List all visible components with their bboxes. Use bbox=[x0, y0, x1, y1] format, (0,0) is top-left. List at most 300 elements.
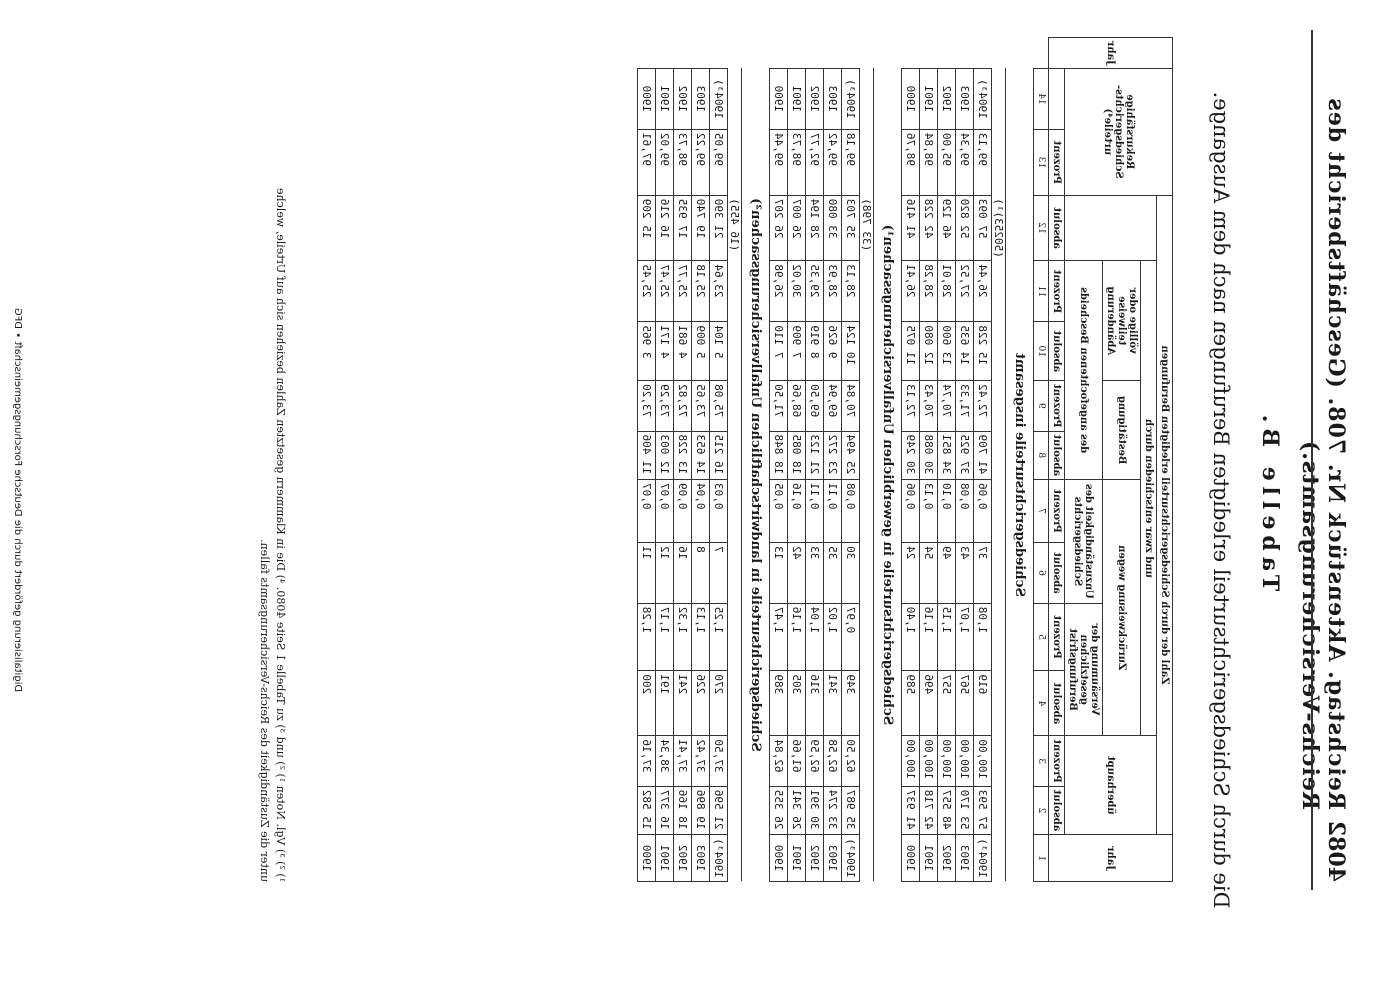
note-spacer bbox=[728, 671, 742, 736]
col-absolut: absolut bbox=[1049, 431, 1065, 479]
table-row bbox=[674, 38, 692, 882]
value-cell: 54 bbox=[920, 543, 938, 604]
value-cell: 70,43 bbox=[920, 381, 938, 431]
value-cell: 69,94 bbox=[824, 381, 842, 431]
year-cell: 1900 bbox=[770, 835, 788, 882]
note-spacer bbox=[992, 261, 1006, 322]
value-cell: 30 088 bbox=[920, 431, 938, 479]
value-cell: 226 bbox=[692, 671, 710, 736]
value-cell: 305 bbox=[788, 671, 806, 736]
value-cell: 26 341 bbox=[788, 786, 806, 834]
value-cell: 99,42 bbox=[824, 129, 842, 195]
table-row bbox=[788, 38, 806, 882]
value-cell: 69,50 bbox=[806, 381, 824, 431]
section-title: Schiedsgerichtsurteile in landwirtschaftlichen Unfallversicherungssachen²) bbox=[742, 68, 770, 881]
value-cell: 99,02 bbox=[656, 129, 674, 195]
table-row bbox=[920, 38, 938, 882]
year-cell: 1902 bbox=[674, 835, 692, 882]
year-cell: 1902 bbox=[938, 68, 956, 129]
col-prozent: Prozent bbox=[1049, 603, 1065, 671]
value-cell: 4 681 bbox=[674, 322, 692, 381]
col-absolut: absolut bbox=[1049, 195, 1065, 261]
value-cell: 30 391 bbox=[806, 786, 824, 834]
value-cell: 28 194 bbox=[806, 195, 824, 261]
table-row bbox=[974, 38, 992, 882]
value-cell: 26,98 bbox=[770, 261, 788, 322]
column-number: 13 bbox=[1034, 129, 1049, 195]
value-cell: 557 bbox=[938, 671, 956, 736]
value-cell: 0,16 bbox=[788, 480, 806, 543]
value-cell: 21 596 bbox=[710, 786, 728, 834]
year-cell: 1904³) bbox=[842, 68, 860, 129]
value-cell: 16 216 bbox=[656, 195, 674, 261]
value-cell: 73,29 bbox=[656, 381, 674, 431]
value-cell: 99,22 bbox=[692, 129, 710, 195]
year-cell: 1904³) bbox=[974, 68, 992, 129]
value-cell: 62,84 bbox=[770, 736, 788, 786]
value-cell: 13 228 bbox=[674, 431, 692, 479]
value-cell: 28,13 bbox=[842, 261, 860, 322]
column-number: 3 bbox=[1034, 736, 1049, 786]
value-cell: 26 355 bbox=[770, 786, 788, 834]
value-cell: 0,07 bbox=[656, 480, 674, 543]
value-cell: 26,44 bbox=[974, 261, 992, 322]
table-row bbox=[842, 38, 860, 882]
col-unzustaendigkeit: Unzuständigkeit des Schiedsgerichts bbox=[1065, 480, 1103, 604]
year-cell: 1901 bbox=[920, 68, 938, 129]
table-row bbox=[638, 38, 656, 882]
note-spacer bbox=[728, 835, 742, 882]
value-cell: 8 919 bbox=[806, 322, 824, 381]
note-spacer bbox=[860, 480, 874, 543]
value-cell: 19 740 bbox=[692, 195, 710, 261]
table-title: Tabelle B. bbox=[1257, 408, 1283, 592]
col-versaeumung: Versäumung der gesetzlichen Berufungsfrist bbox=[1065, 603, 1103, 736]
note-spacer bbox=[728, 381, 742, 431]
value-cell: 1,02 bbox=[824, 603, 842, 671]
value-cell: 26 207 bbox=[770, 195, 788, 261]
bracketed-note: (33 798) bbox=[860, 198, 873, 252]
value-cell: 0,08 bbox=[956, 480, 974, 543]
year-cell: 1903 bbox=[956, 835, 974, 882]
value-cell: 37,16 bbox=[638, 736, 656, 786]
section-note-row bbox=[728, 38, 742, 882]
year-cell: 1901 bbox=[656, 835, 674, 882]
col-absolut: absolut bbox=[1049, 322, 1065, 381]
col-prozent: Prozent bbox=[1049, 480, 1065, 543]
value-cell: 18 848 bbox=[770, 431, 788, 479]
table-row bbox=[956, 38, 974, 882]
value-cell: 18 085 bbox=[788, 431, 806, 479]
value-cell: 43 bbox=[956, 543, 974, 604]
value-cell: 21 390 bbox=[710, 195, 728, 261]
value-cell: 99,13 bbox=[974, 129, 992, 195]
value-cell: 42 bbox=[788, 543, 806, 604]
value-cell: 100,00 bbox=[956, 736, 974, 786]
note-spacer bbox=[992, 835, 1006, 882]
value-cell: 28,01 bbox=[938, 261, 956, 322]
value-cell: 0,06 bbox=[974, 480, 992, 543]
note-spacer bbox=[728, 480, 742, 543]
value-cell: 52 820 bbox=[956, 195, 974, 261]
table-row bbox=[692, 38, 710, 882]
note-spacer bbox=[992, 431, 1006, 479]
value-cell: 71,50 bbox=[770, 381, 788, 431]
value-cell: 0,07 bbox=[638, 480, 656, 543]
value-cell: 35 703 bbox=[842, 195, 860, 261]
value-cell: 496 bbox=[920, 671, 938, 736]
col-prozent: Prozent bbox=[1049, 381, 1065, 431]
col-absolut: absolut bbox=[1049, 671, 1065, 736]
running-header bbox=[1297, 0, 1361, 1000]
value-cell: 5 009 bbox=[692, 322, 710, 381]
note-spacer bbox=[992, 543, 1006, 604]
column-number: 8 bbox=[1034, 431, 1049, 479]
value-cell: 0,06 bbox=[902, 480, 920, 543]
value-cell: 14 653 bbox=[692, 431, 710, 479]
value-cell: 1,07 bbox=[956, 603, 974, 671]
value-cell: 5 104 bbox=[710, 322, 728, 381]
note-spacer bbox=[728, 261, 742, 322]
note-spacer bbox=[992, 603, 1006, 671]
value-cell: 73,65 bbox=[692, 381, 710, 431]
value-cell: 0,10 bbox=[938, 480, 956, 543]
year-cell: 1901 bbox=[788, 835, 806, 882]
value-cell: 7 110 bbox=[770, 322, 788, 381]
note-spacer bbox=[860, 543, 874, 604]
value-cell: 7 909 bbox=[788, 322, 806, 381]
col-jahr-right: Jahr bbox=[1049, 38, 1173, 69]
value-cell: 0,03 bbox=[710, 480, 728, 543]
value-cell: 95,00 bbox=[938, 129, 956, 195]
column-number: 2 bbox=[1034, 786, 1049, 834]
year-cell: 1900 bbox=[770, 68, 788, 129]
table-row bbox=[770, 38, 788, 882]
table-body bbox=[638, 38, 1034, 882]
value-cell: 62,50 bbox=[842, 736, 860, 786]
value-cell: 99,05 bbox=[710, 129, 728, 195]
note-spacer bbox=[860, 381, 874, 431]
note-spacer bbox=[728, 322, 742, 381]
value-cell: 72,82 bbox=[674, 381, 692, 431]
col-group-main: Zahl der durch Schiedsgerichtsurteil erledigten Berufungen bbox=[1157, 195, 1173, 835]
year-cell: 1903 bbox=[956, 68, 974, 129]
col-ueberhaupt: überhaupt bbox=[1065, 736, 1157, 835]
value-cell: 11 bbox=[638, 543, 656, 604]
note-spacer bbox=[860, 786, 874, 834]
value-cell: 28,28 bbox=[920, 261, 938, 322]
value-cell: 29,35 bbox=[806, 261, 824, 322]
value-cell: 72,13 bbox=[902, 381, 920, 431]
col-prozent: Prozent bbox=[1049, 261, 1065, 322]
value-cell: 16 377 bbox=[656, 786, 674, 834]
value-cell: 25,77 bbox=[674, 261, 692, 322]
value-cell: 100,00 bbox=[902, 736, 920, 786]
year-cell: 1902 bbox=[806, 835, 824, 882]
value-cell: 41 937 bbox=[902, 786, 920, 834]
value-cell: 0,09 bbox=[674, 480, 692, 543]
section-note-row bbox=[860, 38, 874, 882]
value-cell: 1,40 bbox=[902, 603, 920, 671]
value-cell: 48 557 bbox=[938, 786, 956, 834]
value-cell: 349 bbox=[842, 671, 860, 736]
value-cell: 73,20 bbox=[638, 381, 656, 431]
value-cell: 70,74 bbox=[938, 381, 956, 431]
value-cell: 99,34 bbox=[956, 129, 974, 195]
col-bestaetigung: Bestätigung bbox=[1103, 381, 1141, 480]
value-cell: 38,34 bbox=[656, 736, 674, 786]
note-spacer bbox=[860, 322, 874, 381]
col-absolut: absolut bbox=[1049, 786, 1065, 834]
year-cell: 1902 bbox=[806, 68, 824, 129]
value-cell: 37,50 bbox=[710, 736, 728, 786]
note-spacer bbox=[728, 786, 742, 834]
year-cell: 1903 bbox=[692, 835, 710, 882]
value-cell: 72,42 bbox=[974, 381, 992, 431]
year-cell: 1904³) bbox=[710, 835, 728, 882]
value-cell: 0,11 bbox=[806, 480, 824, 543]
note-spacer bbox=[860, 129, 874, 195]
column-number: 9 bbox=[1034, 381, 1049, 431]
column-number: 5 bbox=[1034, 603, 1049, 671]
value-cell: 33 274 bbox=[824, 786, 842, 834]
value-cell: 191 bbox=[656, 671, 674, 736]
value-cell: 75,08 bbox=[710, 381, 728, 431]
column-number: 4 bbox=[1034, 671, 1049, 736]
note-spacer bbox=[860, 603, 874, 671]
value-cell: 12 bbox=[656, 543, 674, 604]
table-row bbox=[824, 38, 842, 882]
year-cell: 1900 bbox=[638, 835, 656, 882]
column-number: 6 bbox=[1034, 543, 1049, 604]
value-cell: 0,97 bbox=[842, 603, 860, 671]
note-spacer bbox=[860, 671, 874, 736]
year-cell: 1903 bbox=[824, 835, 842, 882]
col-prozent: Prozent bbox=[1049, 736, 1065, 786]
col-jahr: Jahr bbox=[1049, 835, 1173, 882]
year-cell: 1900 bbox=[902, 835, 920, 882]
value-cell: 26,41 bbox=[902, 261, 920, 322]
value-cell: 13 600 bbox=[938, 322, 956, 381]
year-cell: 1901 bbox=[656, 68, 674, 129]
note-spacer bbox=[992, 671, 1006, 736]
note-spacer bbox=[728, 543, 742, 604]
value-cell: 1,16 bbox=[788, 603, 806, 671]
value-cell: 99,18 bbox=[842, 129, 860, 195]
value-cell: 98,84 bbox=[920, 129, 938, 195]
column-number: 11 bbox=[1034, 261, 1049, 322]
col-absolut: absolut bbox=[1049, 543, 1065, 604]
col-abaenderung: völlige oder teilweise Abänderung bbox=[1103, 261, 1141, 381]
section-heading-row bbox=[1006, 38, 1034, 882]
value-cell: 10 124 bbox=[842, 322, 860, 381]
section-heading-row bbox=[742, 38, 770, 882]
note-spacer bbox=[728, 68, 742, 129]
year-cell: 1904³) bbox=[710, 68, 728, 129]
value-cell: 30 bbox=[842, 543, 860, 604]
column-number: 14 bbox=[1034, 68, 1049, 129]
value-cell: 35 987 bbox=[842, 786, 860, 834]
year-cell: 1900 bbox=[902, 68, 920, 129]
value-cell: 12 003 bbox=[656, 431, 674, 479]
value-cell: 1,15 bbox=[938, 603, 956, 671]
value-cell: 61,66 bbox=[788, 736, 806, 786]
value-cell: 25,47 bbox=[656, 261, 674, 322]
note-spacer bbox=[992, 68, 1006, 129]
note-spacer bbox=[728, 736, 742, 786]
value-cell: 25,18 bbox=[692, 261, 710, 322]
value-cell: 42 718 bbox=[920, 786, 938, 834]
value-cell: 241 bbox=[674, 671, 692, 736]
col-und-zwar: und zwar entschieden durch bbox=[1141, 261, 1157, 736]
value-cell: 1,25 bbox=[710, 603, 728, 671]
value-cell: 97,61 bbox=[638, 129, 656, 195]
value-cell: 34 851 bbox=[938, 431, 956, 479]
section-note-row bbox=[992, 38, 1006, 882]
year-cell: 1900 bbox=[638, 68, 656, 129]
value-cell: 200 bbox=[638, 671, 656, 736]
value-cell: 46 129 bbox=[938, 195, 956, 261]
header-rule bbox=[1311, 30, 1313, 890]
value-cell: 15 209 bbox=[638, 195, 656, 261]
note-spacer bbox=[860, 68, 874, 129]
column-number: 10 bbox=[1034, 322, 1049, 381]
value-cell: 19 896 bbox=[692, 786, 710, 834]
year-cell: 1901 bbox=[788, 68, 806, 129]
value-cell: 37 bbox=[974, 543, 992, 604]
value-cell: 0,11 bbox=[824, 480, 842, 543]
value-cell: 1,47 bbox=[770, 603, 788, 671]
value-cell: 18 166 bbox=[674, 786, 692, 834]
table-row bbox=[938, 38, 956, 882]
note-spacer bbox=[728, 603, 742, 671]
value-cell: 23 272 bbox=[824, 431, 842, 479]
note-spacer bbox=[860, 431, 874, 479]
bracketed-note: (50253)¹) bbox=[992, 198, 1005, 258]
year-cell: 1903 bbox=[824, 68, 842, 129]
value-cell: 25,45 bbox=[638, 261, 656, 322]
value-cell: 15 582 bbox=[638, 786, 656, 834]
note-spacer bbox=[860, 261, 874, 322]
value-cell: 9 626 bbox=[824, 322, 842, 381]
footnote-line-2: unter die Zuständigkeit des Reichs-Versicherungsamts fallen. bbox=[258, 539, 271, 882]
value-cell: 49 bbox=[938, 543, 956, 604]
year-cell: 1903 bbox=[692, 68, 710, 129]
col-des-bescheids: des angefochtenen Bescheids bbox=[1065, 261, 1103, 480]
note-spacer bbox=[992, 381, 1006, 431]
value-cell: 16 215 bbox=[710, 431, 728, 479]
value-cell: 37,42 bbox=[692, 736, 710, 786]
value-cell: 0,13 bbox=[920, 480, 938, 543]
value-cell: 1,13 bbox=[692, 603, 710, 671]
value-cell: 62,59 bbox=[806, 736, 824, 786]
year-cell: 1902 bbox=[674, 68, 692, 129]
value-cell: 21 123 bbox=[806, 431, 824, 479]
year-cell: 1902 bbox=[938, 835, 956, 882]
note-spacer bbox=[860, 736, 874, 786]
note-spacer bbox=[728, 129, 742, 195]
value-cell: 1,16 bbox=[920, 603, 938, 671]
value-cell: 0,08 bbox=[842, 480, 860, 543]
note-spacer bbox=[992, 736, 1006, 786]
note-spacer bbox=[992, 322, 1006, 381]
value-cell: 98,73 bbox=[674, 129, 692, 195]
value-cell: 70,84 bbox=[842, 381, 860, 431]
table-row bbox=[656, 38, 674, 882]
statistics-table bbox=[637, 37, 1173, 882]
value-cell: 41 416 bbox=[902, 195, 920, 261]
value-cell: 1,28 bbox=[638, 603, 656, 671]
note-spacer bbox=[992, 480, 1006, 543]
value-cell: 1,08 bbox=[974, 603, 992, 671]
value-cell: 14 635 bbox=[956, 322, 974, 381]
value-cell: 98,76 bbox=[902, 129, 920, 195]
value-cell: 1,32 bbox=[674, 603, 692, 671]
value-cell: 16 bbox=[674, 543, 692, 604]
value-cell: 25 494 bbox=[842, 431, 860, 479]
section-heading-row bbox=[874, 38, 902, 882]
value-cell: 4 171 bbox=[656, 322, 674, 381]
header-text: Reichstag. Aktenstück Nr. 708. (Geschäftsbericht des Reichs-Versicherungsamts.) bbox=[1297, 97, 1349, 810]
value-cell: 13 bbox=[770, 543, 788, 604]
column-number: 12 bbox=[1034, 195, 1049, 261]
value-cell: 100,00 bbox=[974, 736, 992, 786]
note-spacer bbox=[992, 129, 1006, 195]
value-cell: 619 bbox=[974, 671, 992, 736]
value-cell: 15 228 bbox=[974, 322, 992, 381]
value-cell: 0,05 bbox=[770, 480, 788, 543]
value-cell: 30,02 bbox=[788, 261, 806, 322]
col-zurueckweisung: Zurückweisung wegen bbox=[1103, 480, 1141, 736]
section-title: Schiedsgerichtsurteile in gewerblichen Unfallversicherungssachen¹) bbox=[874, 68, 902, 881]
value-cell: 53 170 bbox=[956, 786, 974, 834]
value-cell: 11 075 bbox=[902, 322, 920, 381]
value-cell: 33 bbox=[806, 543, 824, 604]
value-cell: 68,66 bbox=[788, 381, 806, 431]
value-cell: 589 bbox=[902, 671, 920, 736]
value-cell: 316 bbox=[806, 671, 824, 736]
value-cell: 3 965 bbox=[638, 322, 656, 381]
value-cell: 35 bbox=[824, 543, 842, 604]
value-cell: 24 bbox=[902, 543, 920, 604]
value-cell: 341 bbox=[824, 671, 842, 736]
absolut-prozent-row bbox=[1049, 38, 1065, 882]
table-subtitle: Die durch Schiedsgerichtsurteil erledigten Berufungen nach dem Ausgange. bbox=[1209, 91, 1233, 909]
footnotes bbox=[256, 37, 288, 882]
value-cell: 98,73 bbox=[788, 129, 806, 195]
table-row bbox=[806, 38, 824, 882]
value-cell: 100,00 bbox=[938, 736, 956, 786]
value-cell: 62,58 bbox=[824, 736, 842, 786]
footnote-line-1: ¹) ²) ³) Vgl. Noten ¹) ²) und ³) zu Tabelle 1 Seite 4080. ⁴) Die in Klammern gesetzten Zahlen beziehen sich auf Urteile, welche bbox=[274, 188, 287, 882]
value-cell: 99,44 bbox=[770, 129, 788, 195]
value-cell: 270 bbox=[710, 671, 728, 736]
dfg-credit: Digitalisierung gefördert durch die Deutsche Forschungsgemeinschaft • DFG bbox=[12, 307, 23, 693]
year-cell: 1904³) bbox=[974, 835, 992, 882]
value-cell: 0,04 bbox=[692, 480, 710, 543]
value-cell: 41 709 bbox=[974, 431, 992, 479]
col-rekursfaehige: Rekursfähige Schiedsgerichts-urteile⁴) bbox=[1065, 68, 1173, 195]
value-cell: 17 935 bbox=[674, 195, 692, 261]
note-spacer bbox=[860, 835, 874, 882]
value-cell: 37 925 bbox=[956, 431, 974, 479]
column-number: 7 bbox=[1034, 480, 1049, 543]
value-cell: 1,04 bbox=[806, 603, 824, 671]
value-cell: 27,52 bbox=[956, 261, 974, 322]
value-cell: 567 bbox=[956, 671, 974, 736]
table-row bbox=[902, 38, 920, 882]
page-number: 4082 bbox=[1323, 820, 1349, 882]
